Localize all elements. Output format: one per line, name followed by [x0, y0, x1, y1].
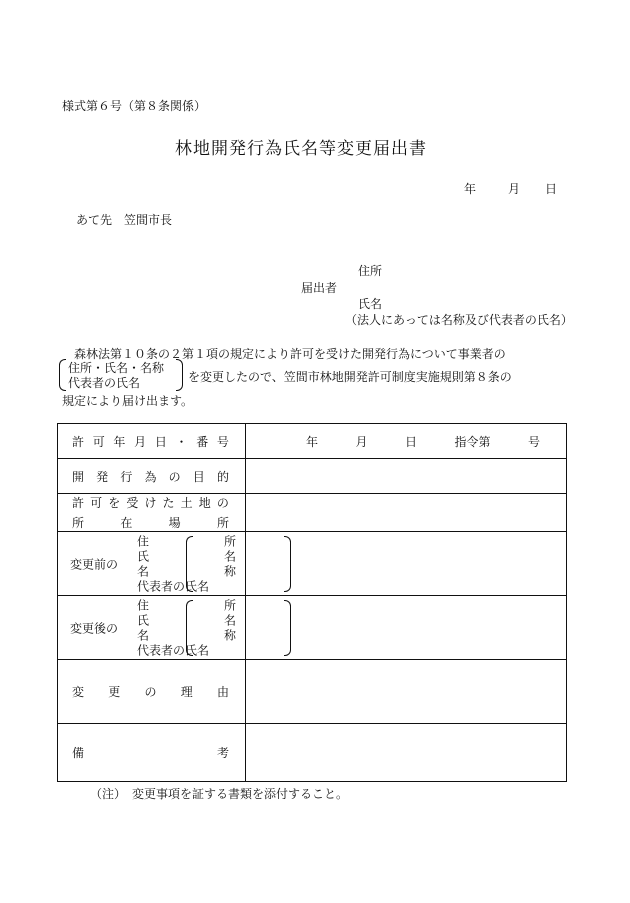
location-label-1-char: の	[216, 496, 229, 510]
label-before	[58, 532, 246, 596]
before-item	[137, 564, 236, 578]
body-bracket-bottom: 代表者の氏名	[68, 376, 141, 390]
label-purpose	[58, 459, 246, 494]
body-bracket-top: 住所・氏名・名称	[68, 361, 165, 375]
table-row-remarks	[58, 724, 567, 782]
before-item	[137, 549, 236, 563]
applicant-name-label: 氏名	[358, 297, 383, 311]
label-location	[58, 494, 246, 532]
addressee: あて先 笠間市長	[76, 213, 173, 227]
reason-label-char: の	[144, 685, 157, 699]
permit-date-part: 年	[306, 434, 319, 449]
permit-date-label-char: 年	[113, 434, 126, 449]
label-remarks	[58, 724, 246, 782]
location-label-2-char: 所	[72, 516, 85, 530]
permit-date-part: 日	[404, 434, 417, 449]
value-before[interactable]	[246, 532, 567, 596]
purpose-label-char: の	[168, 469, 181, 484]
reason-label-char: 変	[72, 685, 85, 699]
before-item	[137, 534, 236, 548]
purpose-label-char: 行	[120, 469, 133, 484]
value-location[interactable]	[246, 494, 567, 532]
footnote: （注） 変更事項を証する書類を添付すること。	[90, 787, 349, 801]
after-item-a: 代表者の氏名	[137, 643, 210, 657]
table-row-reason	[58, 660, 567, 724]
table-row-before	[58, 532, 567, 596]
table-row-permit-date	[58, 424, 567, 459]
after-item-b: 称	[223, 628, 236, 642]
body-bracket-right	[176, 359, 183, 391]
document-title: 林地開発行為氏名等変更届出書	[175, 139, 427, 159]
location-label-2-char: 場	[168, 516, 181, 530]
form-number: 様式第６号（第８条関係）	[62, 99, 207, 113]
before-bracket-right	[284, 536, 291, 592]
location-label-1-char: を	[108, 496, 121, 510]
after-item-a: 名	[137, 628, 150, 642]
after-item-b: 所	[223, 598, 236, 612]
body-bracket-left	[59, 359, 66, 391]
value-after[interactable]	[246, 596, 567, 660]
location-label-2-char: 在	[120, 516, 133, 530]
permit-date-label-char: 号	[216, 434, 229, 449]
permit-date-part: 号	[527, 434, 540, 449]
after-item	[137, 613, 236, 627]
purpose-label-char: 開	[72, 469, 85, 484]
location-label-1-char: け	[144, 496, 157, 510]
after-item	[137, 628, 236, 642]
before-item-b: 称	[223, 564, 236, 578]
table-row-location	[58, 494, 567, 532]
body-line-1: 森林法第１０条の２第１項の規定により許可を受けた開発行為について事業者の	[74, 347, 506, 361]
after-item	[137, 598, 236, 612]
applicant-note: （法人にあっては名称及び代表者の氏名）	[345, 313, 573, 327]
remarks-label-char: 備	[72, 746, 85, 760]
location-label-2-char: 所	[216, 516, 229, 530]
before-item-a: 住	[137, 534, 150, 548]
purpose-label-char: 的	[216, 469, 229, 484]
location-label-1-char: 地	[198, 496, 211, 510]
permit-date-label-char: 可	[92, 434, 105, 449]
after-item-a: 住	[137, 598, 150, 612]
location-label-1-char: 土	[180, 496, 193, 510]
remarks-label-char: 考	[216, 746, 229, 760]
reason-label-char: 更	[108, 685, 121, 699]
permit-date-label-char: 月	[134, 434, 147, 449]
permit-date-label-char: 番	[196, 434, 209, 449]
permit-date-part: 月	[355, 434, 368, 449]
location-label-1-char: 可	[90, 496, 103, 510]
after-bracket-right	[284, 600, 291, 656]
value-reason[interactable]	[246, 660, 567, 724]
change-table	[57, 423, 567, 782]
body-line-3: 規定により届け出ます。	[62, 394, 194, 408]
before-item-b: 名	[223, 549, 236, 563]
value-permit-date[interactable]	[246, 424, 567, 459]
permit-date-label-char: 日	[154, 434, 167, 449]
table-row-purpose	[58, 459, 567, 494]
permit-date-label-char: ・	[175, 434, 188, 449]
label-permit-date	[58, 424, 246, 459]
after-item	[137, 643, 236, 657]
permit-date-label-char: 許	[72, 434, 85, 449]
value-purpose[interactable]	[246, 459, 567, 494]
before-label: 変更前の	[70, 557, 119, 571]
before-item-a: 氏	[137, 549, 150, 563]
before-item	[137, 579, 236, 593]
date-month: 月	[508, 182, 521, 196]
permit-date-part: 指令第	[454, 434, 491, 449]
location-label-1-char: た	[162, 496, 175, 510]
location-label-1-char: 許	[72, 496, 85, 510]
reason-label-char: 理	[180, 685, 193, 699]
label-reason	[58, 660, 246, 724]
date-year: 年	[464, 182, 477, 196]
before-item-a: 代表者の氏名	[137, 579, 210, 593]
purpose-label-char: 為	[144, 469, 157, 484]
after-item-a: 氏	[137, 613, 150, 627]
after-label: 変更後の	[70, 621, 119, 635]
after-item-b: 名	[223, 613, 236, 627]
reason-label-char: 由	[216, 685, 229, 699]
table-row-after	[58, 596, 567, 660]
applicant-label: 届出者	[301, 281, 338, 295]
applicant-address-label: 住所	[358, 264, 383, 278]
date-day: 日	[545, 182, 558, 196]
before-item-a: 名	[137, 564, 150, 578]
value-remarks[interactable]	[246, 724, 567, 782]
label-after	[58, 596, 246, 660]
purpose-label-char: 発	[96, 469, 109, 484]
body-line-2: を変更したので、笠間市林地開発許可制度実施規則第８条の	[188, 370, 512, 384]
purpose-label-char: 目	[192, 469, 205, 484]
location-label-1-char: 受	[126, 496, 139, 510]
before-item-b: 所	[223, 534, 236, 548]
